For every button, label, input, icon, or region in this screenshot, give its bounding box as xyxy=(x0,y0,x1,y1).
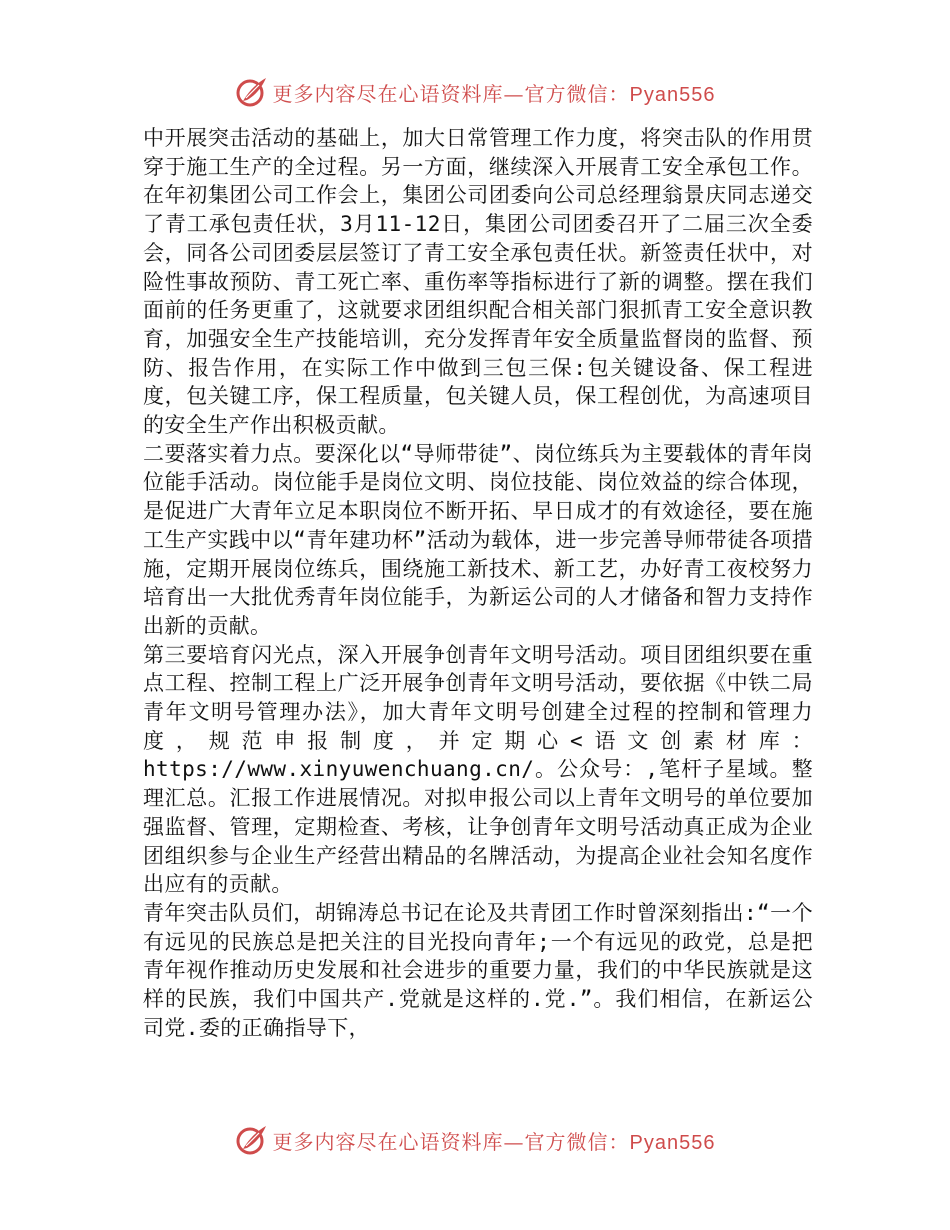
document-body xyxy=(143,124,813,1043)
paragraph-4: 青年突击队员们，胡锦涛总书记在论及共青团工作时曾深刻指出:“一个有远见的民族总是把关注的目光投向青年;一个有远见的政党，总是把青年视作推动历史发展和社会进步的重要力量，我们的中华民族就是这样的民族，我们中国共产.党就是这样的.党.”。我们相信，在新运公司党.委的正确指导下， xyxy=(143,900,813,1040)
footer-banner-text: 更多内容尽在心语资料库—官方微信：Pyan556 xyxy=(272,1129,716,1154)
header-banner xyxy=(0,72,950,112)
header-banner-text: 更多内容尽在心语资料库—官方微信：Pyan556 xyxy=(272,81,716,106)
paragraph-2: 二要落实着力点。要深化以“导师带徒”、岗位练兵为主要载体的青年岗位能手活动。岗位能手是岗位文明、岗位技能、岗位效益的综合体现，是促进广大青年立足本职岗位不断开拓、早日成才的有效途径，要在施工生产实践中以“青年建功杯”活动为载体，进一步完善导师带徒各项措施，定期开展岗位练兵，围绕施工新技术、新工艺，办好青工夜校努力培育出一大批优秀青年岗位能手，为新运公司的人才储备和智力支持作出新的贡献。 xyxy=(143,441,813,638)
footer-banner xyxy=(0,1120,950,1160)
header-wechat-id: Pyan556 xyxy=(629,83,716,106)
footer-wechat-id: Pyan556 xyxy=(629,1131,716,1154)
paragraph-1: 中开展突击活动的基础上，加大日常管理工作力度，将突击队的作用贯穿于施工生产的全过程。另一方面，继续深入开展青工安全承包工作。在年初集团公司工作会上，集团公司团委向公司总经理翁景庆同志递交了青工承包责任状，3月11-12日，集团公司团委召开了二届三次全委会，同各公司团委层层签订了青工安全承包责任状。新签责任状中，对险性事故预防、青工死亡率、重伤率等指标进行了新的调整。摆在我们面前的任务更重了，这就要求团组织配合相关部门狠抓青工安全意识教育，加强安全生产技能培训，充分发挥青年安全质量监督岗的监督、预防、报告作用，在实际工作中做到三包三保:包关键设备、保工程进度，包关键工序，保工程质量，包关键人员，保工程创优，为高速项目的安全生产作出积极贡献。 xyxy=(143,126,813,438)
feather-logo-icon xyxy=(235,1123,269,1157)
feather-logo-icon xyxy=(235,75,269,109)
paragraph-3: 第三要培育闪光点，深入开展争创青年文明号活动。项目团组织要在重点工程、控制工程上广泛开展争创青年文明号活动，要依据《中铁二局青年文明号管理办法》，加大青年文明号创建全过程的控制和管理力度，规范申报制度，并定期心<语文创素材库：https://www.xinyuwenchuang.cn/。公众号：,笔杆子星域。整理汇总。汇报工作进展情况。对拟申报公司以上青年文明号的单位要加强监督、管理，定期检查、考核，让争创青年文明号活动真正成为企业团组织参与企业生产经营出精品的名牌活动，为提高企业社会知名度作出应有的贡献。 xyxy=(143,642,813,897)
